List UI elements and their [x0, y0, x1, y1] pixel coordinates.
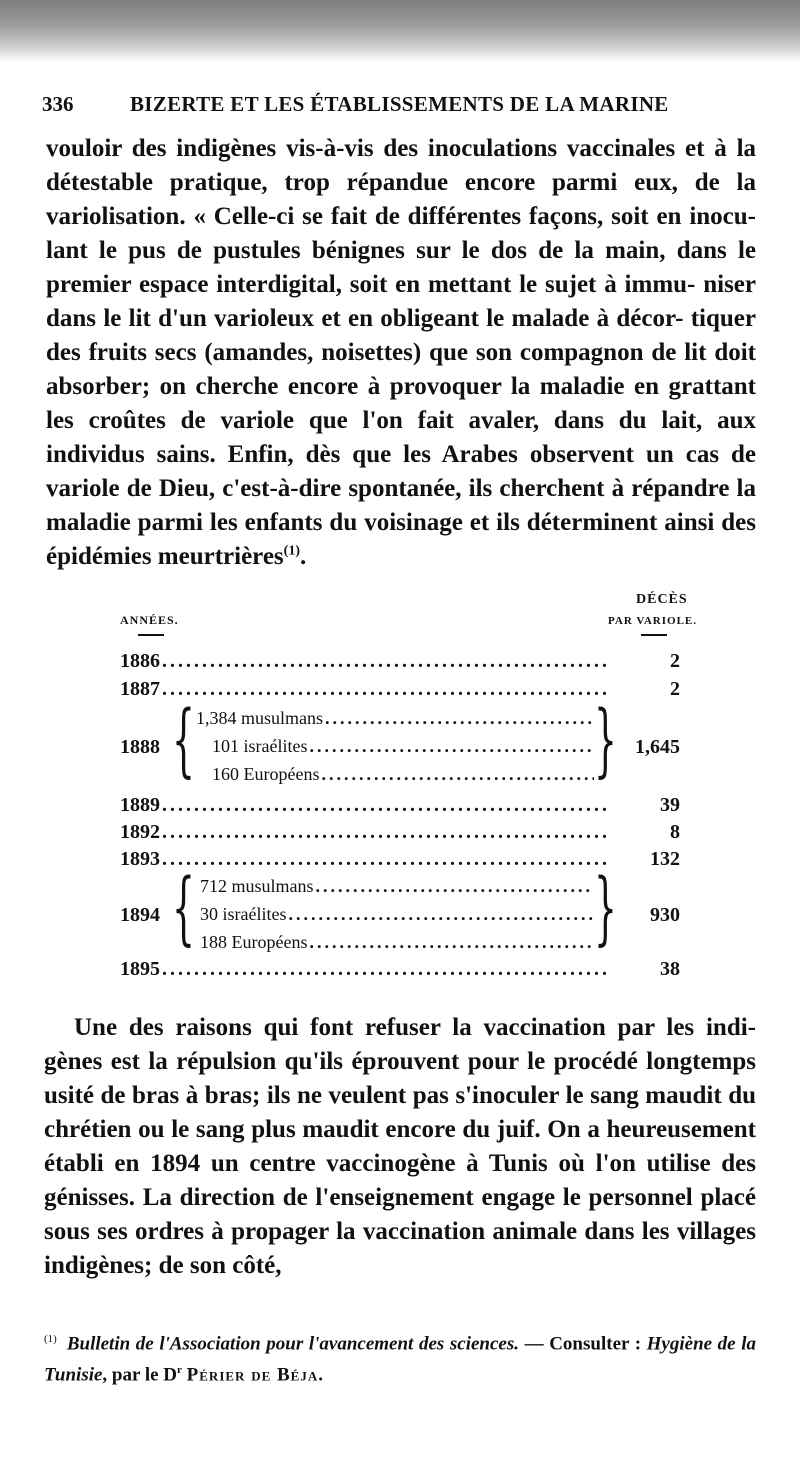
leader-dots: [162, 958, 610, 981]
right-brace: }: [594, 861, 617, 954]
text-line: à répandre la maladie parmi les enfants du voisinage et ils: [46, 475, 757, 536]
page-top-scan-shadow: [0, 0, 800, 62]
breakdown-line: [200, 904, 594, 928]
column-header-deaths: DÉCÈS: [636, 592, 688, 607]
paragraph-1: [46, 132, 756, 574]
footnote-author: Périer de Béja: [186, 1364, 319, 1386]
text-line: lait, aux individus sains. Enfin, dès que les Arabes observent: [46, 407, 756, 468]
text-line: Une des raisons qui font refuser la vaccination par les indi-: [74, 1014, 756, 1041]
leader-dots: [309, 932, 594, 953]
footnote-separator: — Consulter :: [519, 1333, 642, 1355]
text-line: a heureusement établi en 1894 un centre vaccinogène à Tunis: [44, 1116, 756, 1177]
leader-dots: [162, 821, 610, 844]
year: 1889: [120, 794, 160, 816]
death-count: 930: [650, 904, 680, 926]
breakdown-count: 188: [200, 932, 227, 952]
leader-dots: [325, 708, 594, 729]
year: 1895: [120, 958, 160, 980]
footnote-reference[interactable]: (1): [283, 543, 300, 559]
breakdown-label: Européens: [231, 932, 308, 952]
text-line: lant le pus de pustules bénignes sur le dos de la main, dans: [46, 237, 727, 264]
text-line: usité de bras à bras; ils ne veulent pas s'inoculer le sang: [44, 1082, 639, 1109]
text-line: déterminent ainsi des épidémies meurtrières: [46, 509, 757, 570]
text-line: un cas de variole de Dieu, c'est-à-dire spontanée, ils cherchent: [46, 441, 757, 502]
death-count: 1,645: [635, 736, 680, 758]
column-header-years: ANNÉES.: [120, 613, 179, 627]
death-count: 2: [670, 650, 680, 672]
breakdown-count: 160: [212, 764, 239, 784]
text-line: vouloir des indigènes vis-à-vis des inoculations vaccinales et à: [46, 135, 727, 162]
breakdown-line: [212, 736, 594, 760]
table-row: [120, 821, 610, 847]
text-line: de lit doit absorber; on cherche encore à provoquer la maladie: [46, 339, 756, 400]
breakdown-label: musulmans: [241, 708, 324, 728]
leader-dots: [316, 876, 594, 897]
breakdown-line: [196, 708, 594, 732]
breakdown-count: 712: [200, 876, 227, 896]
breakdown-count: 101: [212, 736, 239, 756]
breakdown-line: [200, 932, 594, 956]
table-row: [120, 958, 610, 984]
footnote-second-title: Hygiène de la Tunisie: [44, 1333, 756, 1386]
breakdown-label: musulmans: [231, 876, 314, 896]
column-header-deaths-sub: PAR VARIOLE.: [608, 615, 698, 627]
table-row: [120, 794, 610, 820]
leader-dots: [162, 794, 610, 817]
year: 1892: [120, 821, 160, 843]
leader-dots: [162, 650, 610, 673]
footnote-by: , par le D: [102, 1364, 178, 1386]
right-brace: }: [594, 693, 617, 786]
page-header: [42, 90, 762, 126]
year: 1893: [120, 848, 160, 870]
text-line: engage le personnel placé sous ses ordres à propager la: [44, 1184, 757, 1245]
column-underline-years: [138, 634, 164, 636]
leader-dots: [288, 904, 594, 925]
left-brace: {: [172, 693, 195, 786]
text-line: tiquer des fruits secs (amandes, noisettes) que son compagnon: [46, 305, 756, 366]
death-count: 8: [670, 821, 680, 843]
death-count: 38: [660, 958, 680, 980]
footnote-end: .: [318, 1364, 323, 1386]
leader-dots: [162, 678, 610, 701]
text-line: où l'on utilise des génisses. La direction de l'enseignement: [44, 1150, 756, 1211]
breakdown-label: israélites: [222, 904, 287, 924]
footnote-source-title: Bulletin de l'Association pour l'avancement des sciences.: [66, 1333, 519, 1355]
year: 1887: [120, 678, 160, 700]
leader-dots: [321, 764, 594, 785]
footnote: [44, 1326, 756, 1389]
text-line: variolisation. « Celle-ci se fait de différentes façons, soit en inocu-: [46, 203, 756, 230]
left-brace: {: [172, 861, 195, 954]
paragraph-2: [44, 1011, 756, 1283]
page-number: 336: [42, 92, 74, 116]
breakdown-count: 30: [200, 904, 218, 924]
breakdown-line: [212, 764, 594, 788]
text-line: la détestable pratique, trop répandue encore parmi eux, de la: [46, 135, 757, 196]
leader-dots: [309, 736, 594, 757]
breakdown-count: 1,384: [196, 708, 237, 728]
breakdown-label: israélites: [243, 736, 308, 756]
text-line: maudit du chrétien ou le sang plus maudit encore du juif. On: [44, 1082, 756, 1143]
text-line: niser dans le lit d'un varioleux et en obligeant le malade à décor-: [46, 271, 756, 332]
death-count: 132: [650, 848, 680, 870]
text-line: en grattant les croûtes de variole que l'on fait avaler, dans du: [46, 373, 756, 434]
breakdown-label: Européens: [243, 764, 320, 784]
text-line: vaccination animale dans les villages indigènes; de son côté,: [44, 1218, 757, 1279]
leader-dots: [162, 848, 610, 871]
column-underline-deaths: [641, 634, 667, 636]
death-count: 39: [660, 794, 680, 816]
footnote-mark: (1): [44, 1333, 57, 1345]
table-row: [120, 650, 610, 676]
running-title: BIZERTE ET LES ÉTABLISSEMENTS DE LA MARINE: [130, 92, 669, 116]
year: 1888: [120, 736, 160, 758]
sentence-end: .: [299, 543, 307, 570]
year: 1894: [120, 904, 160, 926]
footnote-dr-superscript: r: [177, 1364, 182, 1377]
text-line: gènes est la répulsion qu'ils éprouvent pour le procédé longtemps: [44, 1048, 756, 1075]
text-line: le premier espace interdigital, soit en mettant le sujet à immu-: [46, 237, 757, 298]
breakdown-line: [200, 876, 594, 900]
death-count: 2: [670, 678, 680, 700]
year: 1886: [120, 650, 160, 672]
